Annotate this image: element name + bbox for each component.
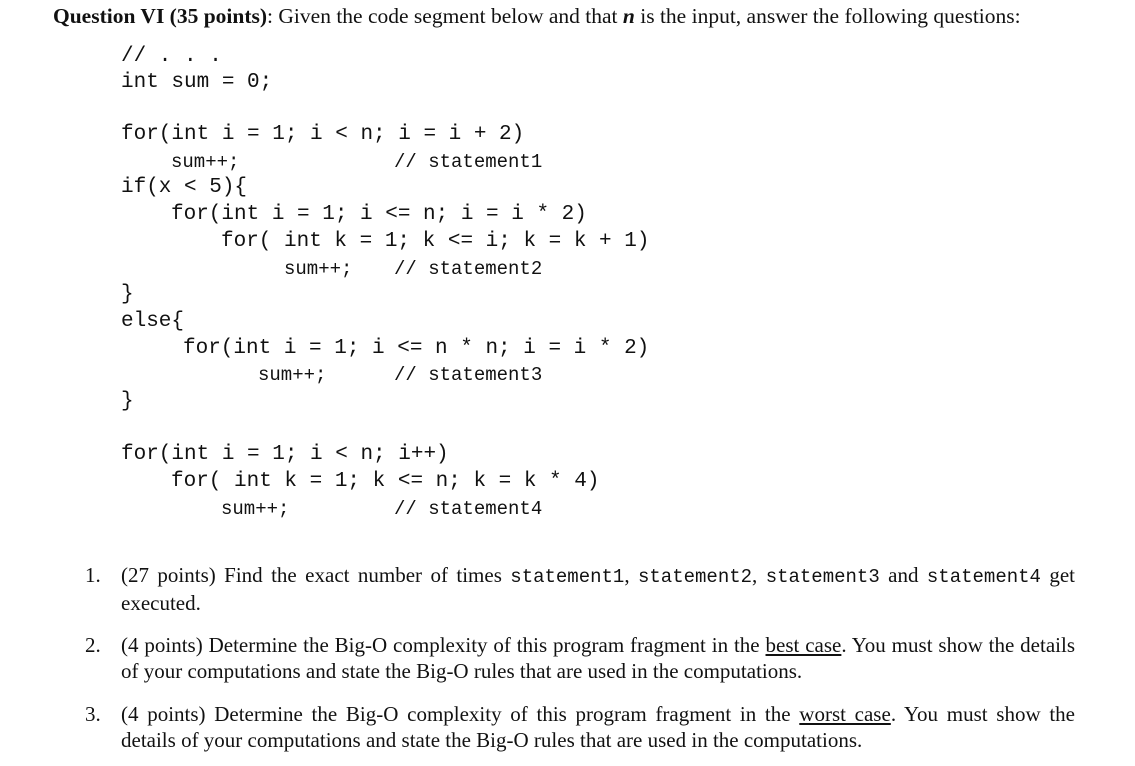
separator: and — [879, 563, 927, 587]
separator: , — [752, 563, 766, 587]
code-loop-1: for(int i = 1; i < n; i = i + 2) — [121, 123, 525, 146]
question-number: 1. — [85, 563, 101, 587]
code-else: else{ — [121, 310, 185, 333]
code-sum-increment-3: sum++; — [258, 364, 327, 386]
code-line-sum-init: int sum = 0; — [121, 71, 273, 94]
code-loop-2-outer: for(int i = 1; i <= n; i = i * 2) — [171, 203, 587, 226]
code-comment-statement3: // statement3 — [394, 364, 543, 386]
best-case-term: best case — [765, 633, 842, 657]
statement2-term: statement2 — [638, 566, 753, 588]
heading-text-before: : Given the code segment below and that — [267, 4, 623, 28]
code-loop-2-inner: for( int k = 1; k <= i; k = k + 1) — [221, 230, 650, 253]
code-else-close-brace: } — [121, 390, 134, 413]
code-if-close-brace: } — [121, 283, 134, 306]
code-loop-4-outer: for(int i = 1; i < n; i++) — [121, 443, 449, 466]
question-text — [121, 632, 1075, 684]
question-1-prefix: (27 points) Find the exact number of times — [121, 563, 511, 587]
code-comment-statement4: // statement4 — [394, 498, 543, 520]
statement1-term: statement1 — [510, 566, 625, 588]
code-if-condition: if(x < 5){ — [121, 176, 248, 199]
code-loop-3: for(int i = 1; i <= n * n; i = i * 2) — [183, 337, 650, 360]
question-item-3 — [85, 701, 1075, 753]
code-comment-statement2: // statement2 — [394, 258, 543, 280]
question-label: Question VI (35 points) — [53, 4, 268, 28]
separator: , — [624, 563, 638, 587]
question-number: 2. — [85, 633, 101, 657]
question-2-after: . You must show the details of your computations and state the Big-O rules that are used in the computations. — [121, 633, 1076, 683]
question-item-1 — [85, 562, 1075, 616]
code-sum-increment-2: sum++; — [284, 258, 353, 280]
code-comment-statement1: // statement1 — [394, 151, 543, 173]
code-sum-increment-4: sum++; — [221, 498, 290, 520]
code-comment-ellipsis: // . . . — [121, 45, 222, 68]
worst-case-term: worst case — [799, 702, 891, 726]
question-2-before: (4 points) Determine the Big-O complexity of this program fragment in the — [121, 633, 766, 657]
statement3-term: statement3 — [765, 566, 880, 588]
code-sum-increment-1: sum++; — [171, 151, 240, 173]
question-item-2 — [85, 632, 1075, 684]
input-variable-n: n — [622, 4, 635, 28]
question-3-before: (4 points) Determine the Big-O complexity of this program fragment in the — [121, 702, 800, 726]
question-3-after: . You must show the details of your computations and state the Big-O rules that are used in the computations. — [121, 702, 1075, 752]
heading-text-after: is the input, answer the following questions: — [634, 4, 1021, 28]
question-1-suffix: get executed. — [121, 563, 1076, 615]
code-loop-4-inner: for( int k = 1; k <= n; k = k * 4) — [171, 470, 600, 493]
question-text — [121, 701, 1075, 753]
statement4-term: statement4 — [926, 566, 1041, 588]
question-number: 3. — [85, 702, 101, 726]
question-text — [121, 562, 1075, 616]
